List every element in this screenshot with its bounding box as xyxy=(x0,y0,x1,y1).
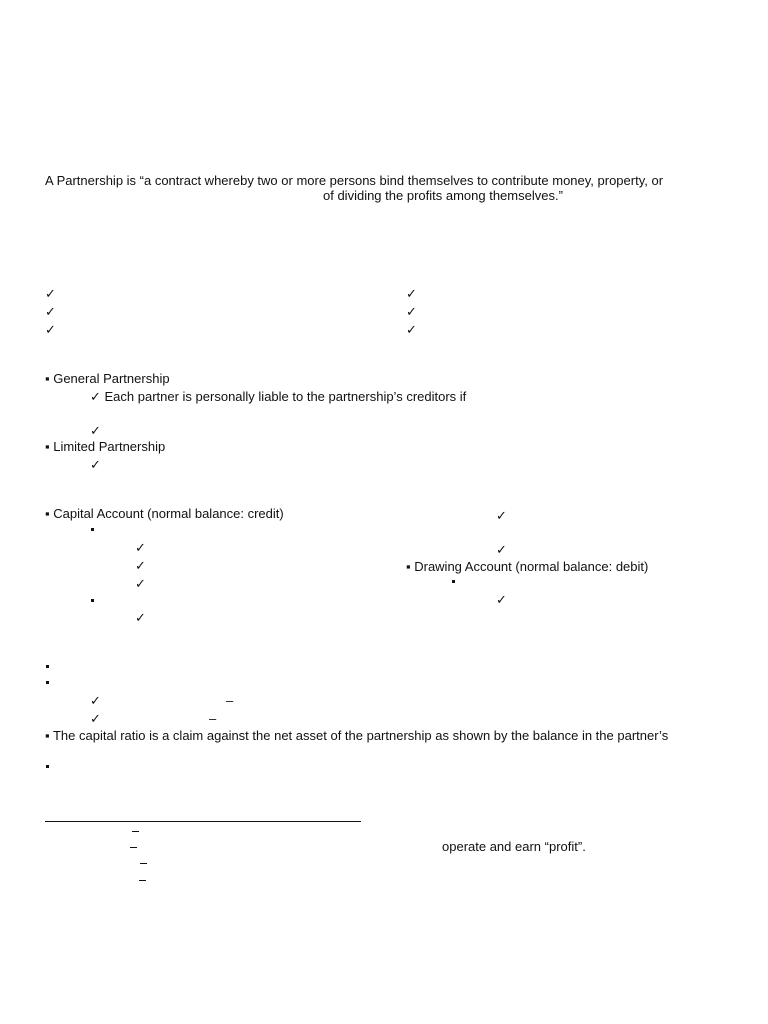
check-icon: ✓ xyxy=(496,592,507,607)
check-icon: ✓ xyxy=(90,711,101,726)
operate-profit-text: operate and earn “profit”. xyxy=(442,839,586,854)
limited-partnership-label: ▪ Limited Partnership xyxy=(45,439,166,454)
check-icon: ✓ xyxy=(496,542,507,557)
capital-ratio-text: ▪ The capital ratio is a claim against the net asset of the partnership as shown by the balance in the partner’s xyxy=(45,728,669,743)
check-icon: ✓ xyxy=(90,423,101,438)
check-icon: ✓ xyxy=(45,304,56,319)
capital-account-label: ▪ Capital Account (normal balance: credit) xyxy=(45,506,284,521)
divider-rule xyxy=(45,821,361,822)
check-icon: ✓ xyxy=(406,286,417,301)
drawing-account-label: ▪ Drawing Account (normal balance: debit) xyxy=(406,559,649,574)
general-partnership-liability: ✓ Each partner is personally liable to the partnership’s creditors if xyxy=(90,389,467,404)
bullet-icon xyxy=(46,765,49,768)
check-icon: ✓ xyxy=(90,457,101,472)
dash-mark xyxy=(139,880,146,881)
bullet-icon xyxy=(91,599,94,602)
bullet-icon xyxy=(46,665,49,668)
bullet-icon xyxy=(452,580,455,583)
dash-mark xyxy=(140,863,147,864)
check-icon: ✓ xyxy=(90,693,101,708)
bullet-icon xyxy=(91,528,94,531)
check-icon: ✓ xyxy=(135,540,146,555)
bullet-icon xyxy=(46,681,49,684)
check-icon: ✓ xyxy=(45,286,56,301)
dash-mark xyxy=(130,847,137,848)
check-icon: ✓ xyxy=(406,322,417,337)
check-icon: ✓ xyxy=(45,322,56,337)
check-icon: ✓ xyxy=(135,610,146,625)
check-icon: ✓ xyxy=(406,304,417,319)
check-icon: ✓ xyxy=(135,558,146,573)
en-dash: – xyxy=(209,711,217,726)
general-partnership-label: ▪ General Partnership xyxy=(45,371,170,386)
definition-line-1: A Partnership is “a contract whereby two or more persons bind themselves to contribute money, property, or xyxy=(45,173,664,188)
dash-mark xyxy=(132,831,139,832)
en-dash: – xyxy=(226,693,234,708)
check-icon: ✓ xyxy=(496,508,507,523)
definition-line-2: of dividing the profits among themselves.” xyxy=(323,188,563,203)
check-icon: ✓ xyxy=(135,576,146,591)
